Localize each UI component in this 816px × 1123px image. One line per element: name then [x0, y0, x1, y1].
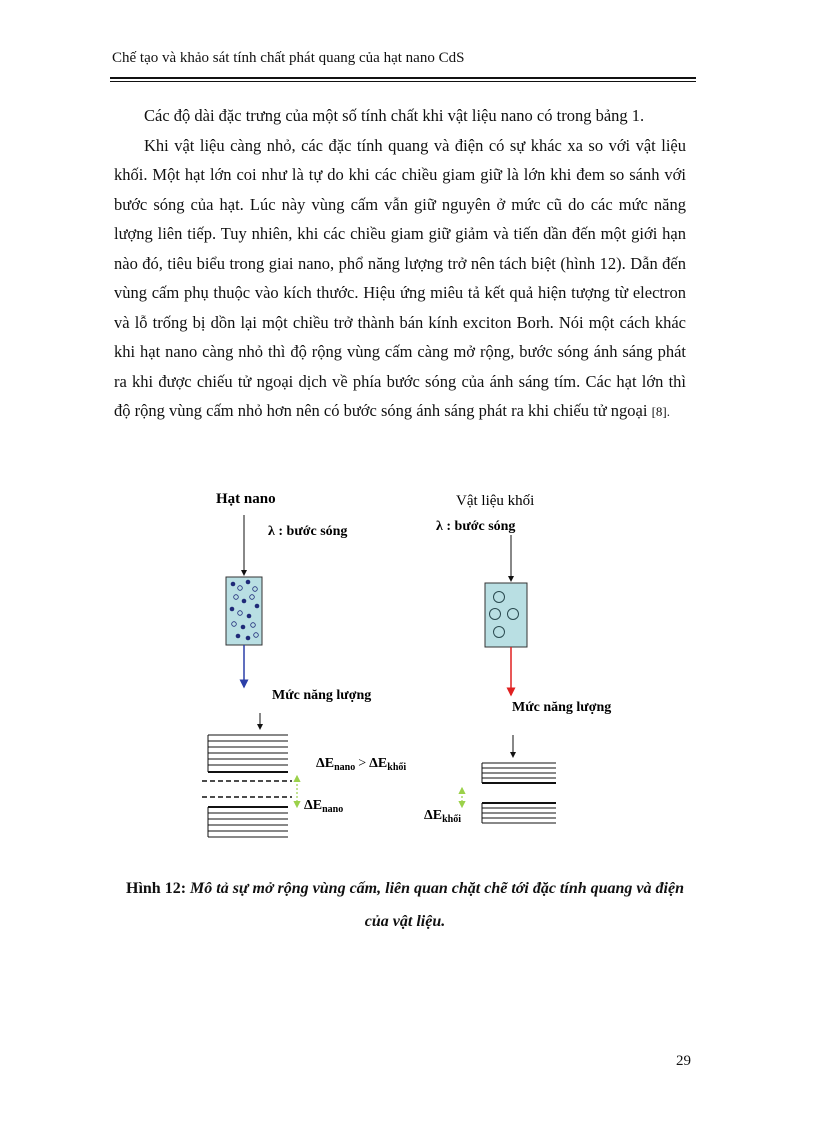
caption-text: Mô tả sự mở rộng vùng cấm, liên quan chặt chẽ tới đặc tính quang và điện của vật liệu.	[190, 880, 684, 930]
left-wavelength-label: λ : bước sóng	[268, 524, 348, 539]
header-rule-thick	[110, 77, 696, 79]
reference-citation: [8].	[651, 404, 670, 419]
left-conduction-band	[208, 735, 288, 772]
body-text	[114, 101, 686, 427]
right-title: Vật liệu khối	[456, 493, 535, 509]
bulk-sample-box	[485, 583, 527, 647]
right-conduction-band	[482, 763, 556, 783]
left-energy-label: Mức năng lượng	[272, 688, 372, 703]
nano-gap-label: $\Delta E_{nano}$	[304, 798, 344, 815]
right-wavelength-label: λ : bước sóng	[436, 519, 516, 534]
gap-comparison: $\Delta E_{nano} > \Delta E_{khối}$	[316, 756, 407, 773]
band-gap-diagram	[200, 485, 630, 845]
right-valence-band	[482, 803, 556, 823]
paragraph: Các độ dài đặc trưng của một số tính chất khi vật liệu nano có trong bảng 1.	[144, 106, 645, 125]
paragraph	[114, 131, 686, 427]
header-rule-thin	[110, 81, 696, 82]
page-number: 29	[676, 1053, 691, 1069]
figure-12	[200, 485, 630, 850]
paragraph-text: Khi vật liệu càng nhỏ, các đặc tính quang và điện có sự khác xa so với vật liệu khối. Một hạt lớn coi như là tự do khi các chiều giam giữ là lớn khi đem so sánh với bước sóng của hạt. Lúc này vùng cấm vẫn giữ nguyên ở mức cũ do các mức năng lượng liên tiếp. Tuy nhiên, khi các chiều giam giữ giảm và tiến dần đến một giới hạn nào đó, tiêu biểu trong giai nano, phổ năng lượng trở nên tách biệt (hình 12). Dẫn đến vùng cấm phụ thuộc vào kích thước. Hiệu ứng miêu tả kết quả hiện tượng từ electron và lỗ trống bị dồn lại một chiều trở thành bán kính exciton Borh. Nói một cách khác khi hạt nano càng nhỏ thì độ rộng vùng cấm càng mở rộng, bước sóng ánh sáng phát ra khi được chiếu tử ngoại dịch về phía bước sóng của ánh sáng tím. Các hạt lớn thì độ rộng vùng cấm nhỏ hơn nên có bước sóng ánh sáng phát ra khi chiếu tử ngoại	[114, 135, 686, 420]
running-header: Chế tạo và khảo sát tính chất phát quang của hạt nano CdS	[112, 50, 465, 66]
left-title: Hạt nano	[216, 491, 276, 507]
bulk-gap-label: $\Delta E_{khối}$	[424, 808, 462, 825]
right-energy-label: Mức năng lượng	[512, 700, 612, 715]
left-valence-band	[208, 807, 288, 837]
figure-caption	[114, 872, 696, 938]
caption-label: Hình 12:	[126, 880, 191, 897]
